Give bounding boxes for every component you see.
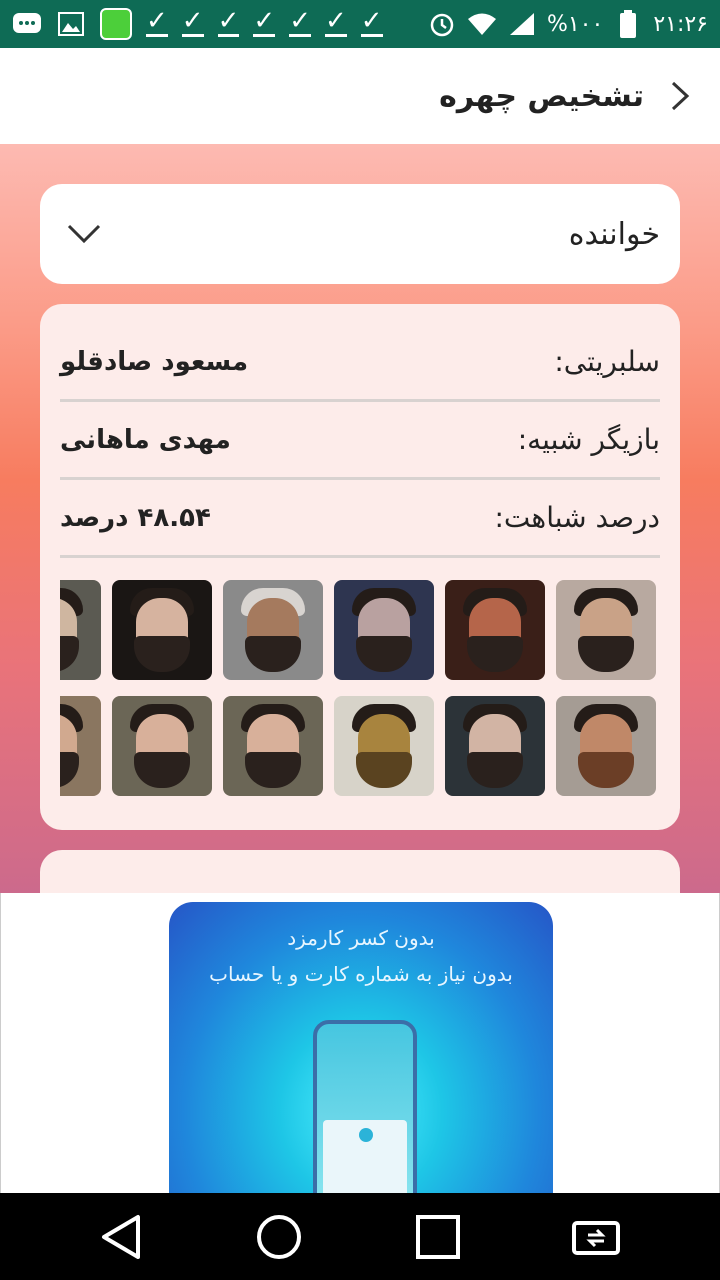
check-icon: ✓ xyxy=(253,6,276,36)
back-triangle-icon[interactable] xyxy=(96,1211,148,1263)
face-photo[interactable] xyxy=(112,696,212,796)
face-photo[interactable] xyxy=(334,580,434,680)
chevron-down-icon xyxy=(66,223,102,245)
home-circle-icon[interactable] xyxy=(253,1211,305,1263)
lookalike-label: بازیگر شبیه: xyxy=(517,423,660,456)
face-photo[interactable] xyxy=(60,696,101,796)
similarity-row xyxy=(60,480,660,558)
system-nav-bar xyxy=(0,1193,720,1280)
celebrity-row xyxy=(60,324,660,402)
celebrity-value: مسعود صادقلو xyxy=(60,346,249,377)
recents-square-icon[interactable] xyxy=(412,1211,464,1263)
check-icon: ✓ xyxy=(360,6,383,36)
lookalike-value: مهدی ماهانی xyxy=(60,424,231,455)
face-photo[interactable] xyxy=(60,580,101,680)
ad-line-1: بدون کسر کارمزد xyxy=(287,926,435,950)
face-photo[interactable] xyxy=(445,580,545,680)
phone-illustration xyxy=(313,1020,417,1202)
message-icon xyxy=(12,11,42,37)
check-icon: ✓ xyxy=(146,6,168,36)
gallery-icon xyxy=(56,11,86,37)
check-icon: ✓ xyxy=(324,6,347,36)
result-card xyxy=(40,304,680,830)
signal-icon xyxy=(507,11,537,37)
check-icon: ✓ xyxy=(217,6,240,36)
face-photo[interactable] xyxy=(223,580,323,680)
rotate-screen-icon[interactable] xyxy=(570,1211,622,1263)
page-title: تشخیص چهره xyxy=(439,78,644,114)
clock: ۲۱:۲۶ xyxy=(653,11,708,37)
ad-image[interactable] xyxy=(169,902,553,1202)
ad-line-2: بدون نیاز به شماره کارت و یا حساب xyxy=(209,962,513,986)
photo-gallery xyxy=(60,580,656,800)
similarity-value: ۴۸.۵۴ درصد xyxy=(60,502,211,533)
dropdown-selected-value: خواننده xyxy=(568,216,660,252)
check-icon: ✓ xyxy=(181,6,204,36)
lookalike-row xyxy=(60,402,660,480)
face-photo[interactable] xyxy=(112,580,212,680)
ad-banner[interactable] xyxy=(0,893,720,1193)
face-photo[interactable] xyxy=(223,696,323,796)
main-content xyxy=(0,144,720,894)
status-bar xyxy=(0,0,720,48)
battery-percent: %۱۰۰ xyxy=(546,11,604,37)
back-chevron-icon[interactable] xyxy=(670,80,690,112)
secondary-card xyxy=(40,850,680,894)
category-dropdown[interactable] xyxy=(40,184,680,284)
battery-icon xyxy=(613,11,643,37)
app-bar xyxy=(0,48,720,144)
face-photo[interactable] xyxy=(556,696,656,796)
face-photo[interactable] xyxy=(556,580,656,680)
similarity-label: درصد شباهت: xyxy=(494,501,660,534)
celebrity-label: سلبریتی: xyxy=(554,345,660,378)
face-photo[interactable] xyxy=(445,696,545,796)
alarm-icon xyxy=(427,11,457,37)
check-icon: ✓ xyxy=(289,6,311,36)
app-notification-icon xyxy=(100,8,132,40)
wifi-icon xyxy=(467,11,497,37)
face-photo[interactable] xyxy=(334,696,434,796)
